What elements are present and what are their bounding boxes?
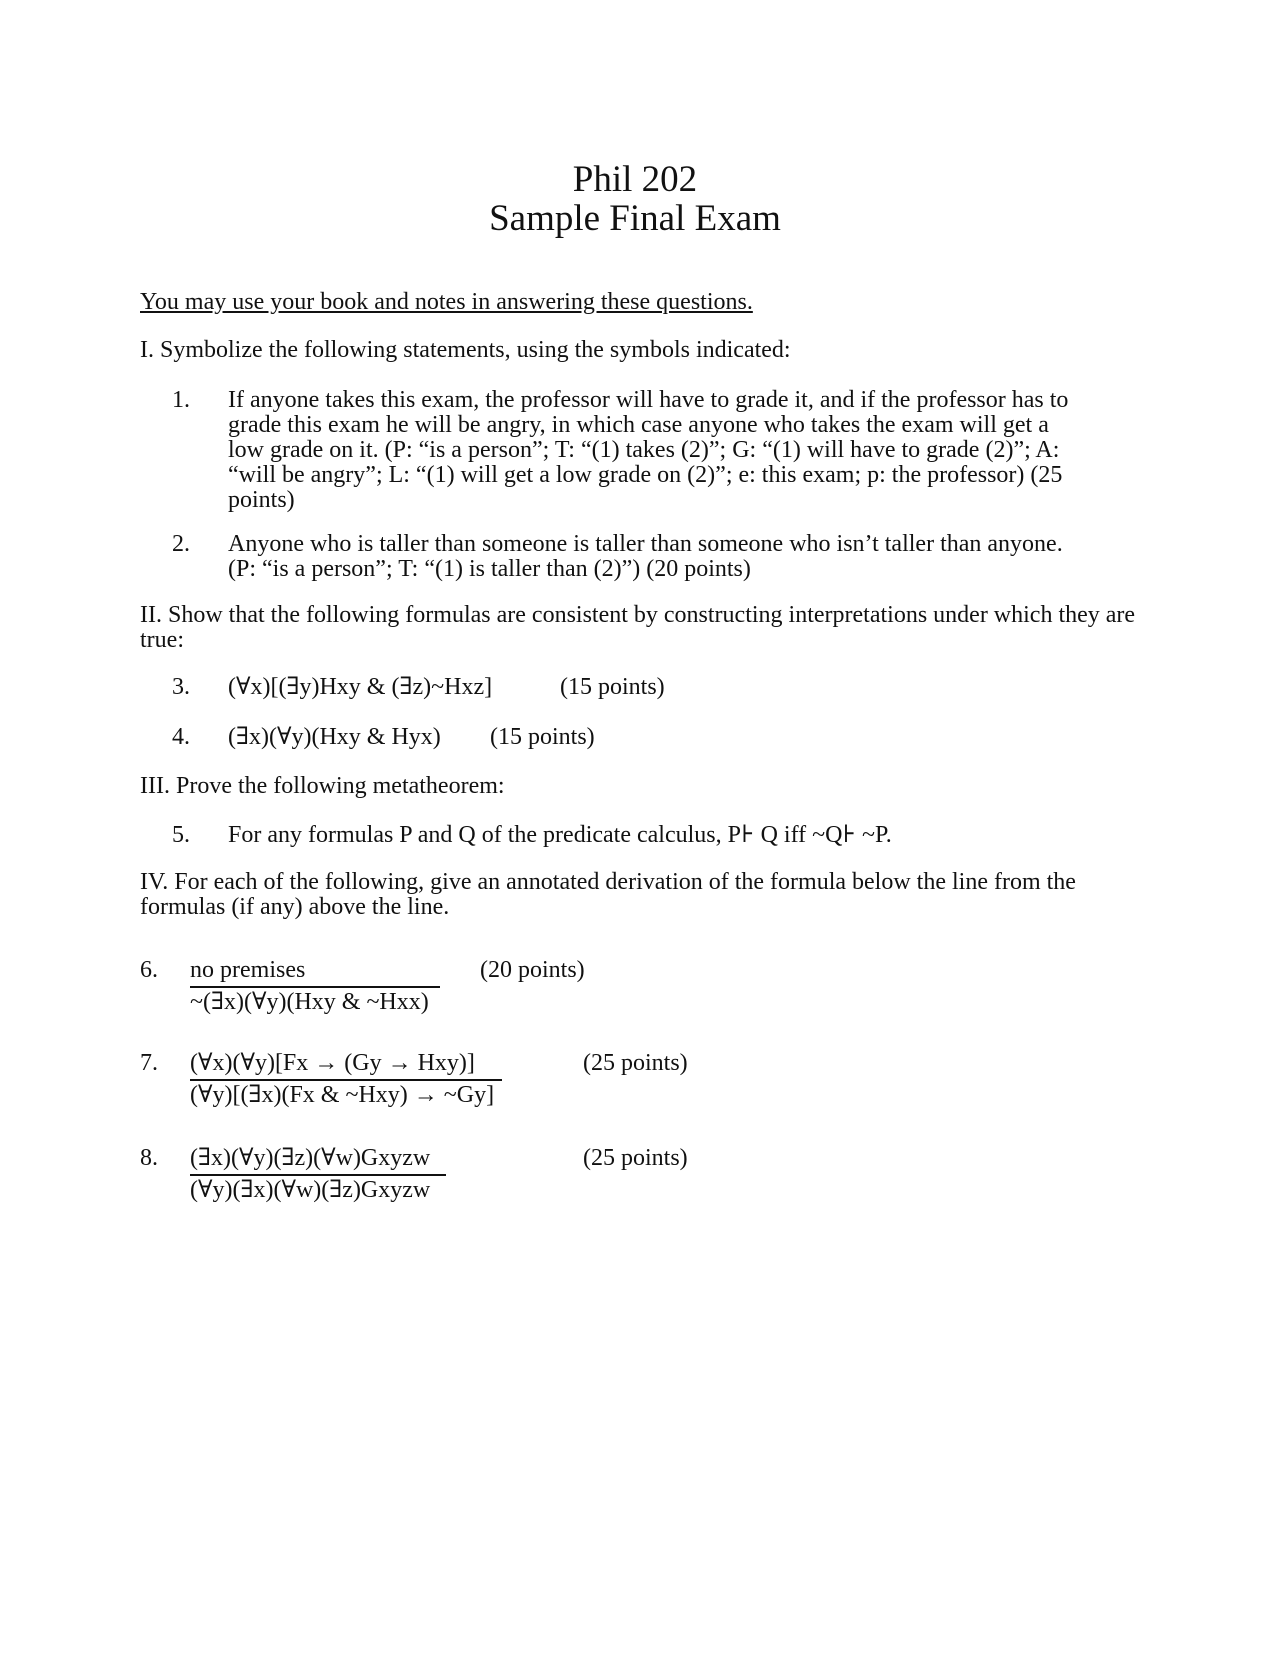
derivation-premise: (∀x)(∀y)[Fx → (Gy → Hxy)] xyxy=(190,1051,502,1081)
derivation-premise: no premises xyxy=(190,958,440,988)
question-text: Anyone who is taller than someone is taller than someone who isn’t taller than anyone. (P: “is a person”; T: “(1) is taller than (2)”) (20 points) xyxy=(228,531,1063,582)
question-points: (15 points) xyxy=(490,724,595,750)
question-points: (15 points) xyxy=(560,674,665,700)
derivation-number: 8. xyxy=(140,1145,158,1171)
section-1-heading: I. Symbolize the following statements, using the symbols indicated: xyxy=(140,337,791,363)
derivation-points: (25 points) xyxy=(583,1145,688,1171)
derivation-premise: (∃x)(∀y)(∃z)(∀w)Gxyzw xyxy=(190,1146,446,1176)
derivation-points: (20 points) xyxy=(480,957,585,983)
derivation-number: 6. xyxy=(140,957,158,983)
section-2-heading: II. Show that the following formulas are consistent by constructing interpretations under which they are true: xyxy=(140,602,1136,653)
course-title: Phil 202 xyxy=(572,159,698,200)
section-4-heading: IV. For each of the following, give an annotated derivation of the formula below the line from the formulas (if any) above the line. xyxy=(140,869,1076,920)
derivation-conclusion: (∀y)(∃x)(∀w)(∃z)Gxyzw xyxy=(190,1177,431,1203)
derivation-conclusion: (∀y)[(∃x)(Fx & ~Hxy) → ~Gy] xyxy=(190,1082,495,1108)
question-text: For any formulas P and Q of the predicate calculus, P⊦ Q iff ~Q⊦ ~P. xyxy=(228,822,892,848)
derivation-box xyxy=(190,958,440,1015)
exam-instructions: You may use your book and notes in answering these questions. xyxy=(140,289,753,315)
question-text: If anyone takes this exam, the professor will have to grade it, and if the professor has to grade this exam he will be angry, in which case anyone who takes the exam will get a low grade on it. (P: “is a person”; T: “(1) takes (2)”; G: “(1) will have to grade (2)”; A: “will be angry”; L: “(1) will get a low grade on (2)”; e: this exam; p: the professor) (25 points) xyxy=(228,387,1069,513)
derivation-points: (25 points) xyxy=(583,1050,688,1076)
section-3-heading: III. Prove the following metatheorem: xyxy=(140,773,505,799)
question-number: 4. xyxy=(172,724,190,750)
question-number: 3. xyxy=(172,674,190,700)
derivation-conclusion: ~(∃x)(∀y)(Hxy & ~Hxx) xyxy=(190,989,429,1015)
question-formula: (∀x)[(∃y)Hxy & (∃z)~Hxz] xyxy=(228,674,493,700)
derivation-number: 7. xyxy=(140,1050,158,1076)
question-number: 5. xyxy=(172,822,190,848)
derivation-box xyxy=(190,1051,502,1108)
derivation-box xyxy=(190,1146,446,1203)
exam-title: Sample Final Exam xyxy=(489,198,781,239)
exam-header xyxy=(0,160,1270,238)
question-number: 2. xyxy=(172,531,190,557)
question-formula: (∃x)(∀y)(Hxy & Hyx) xyxy=(228,724,441,750)
question-number: 1. xyxy=(172,387,190,413)
